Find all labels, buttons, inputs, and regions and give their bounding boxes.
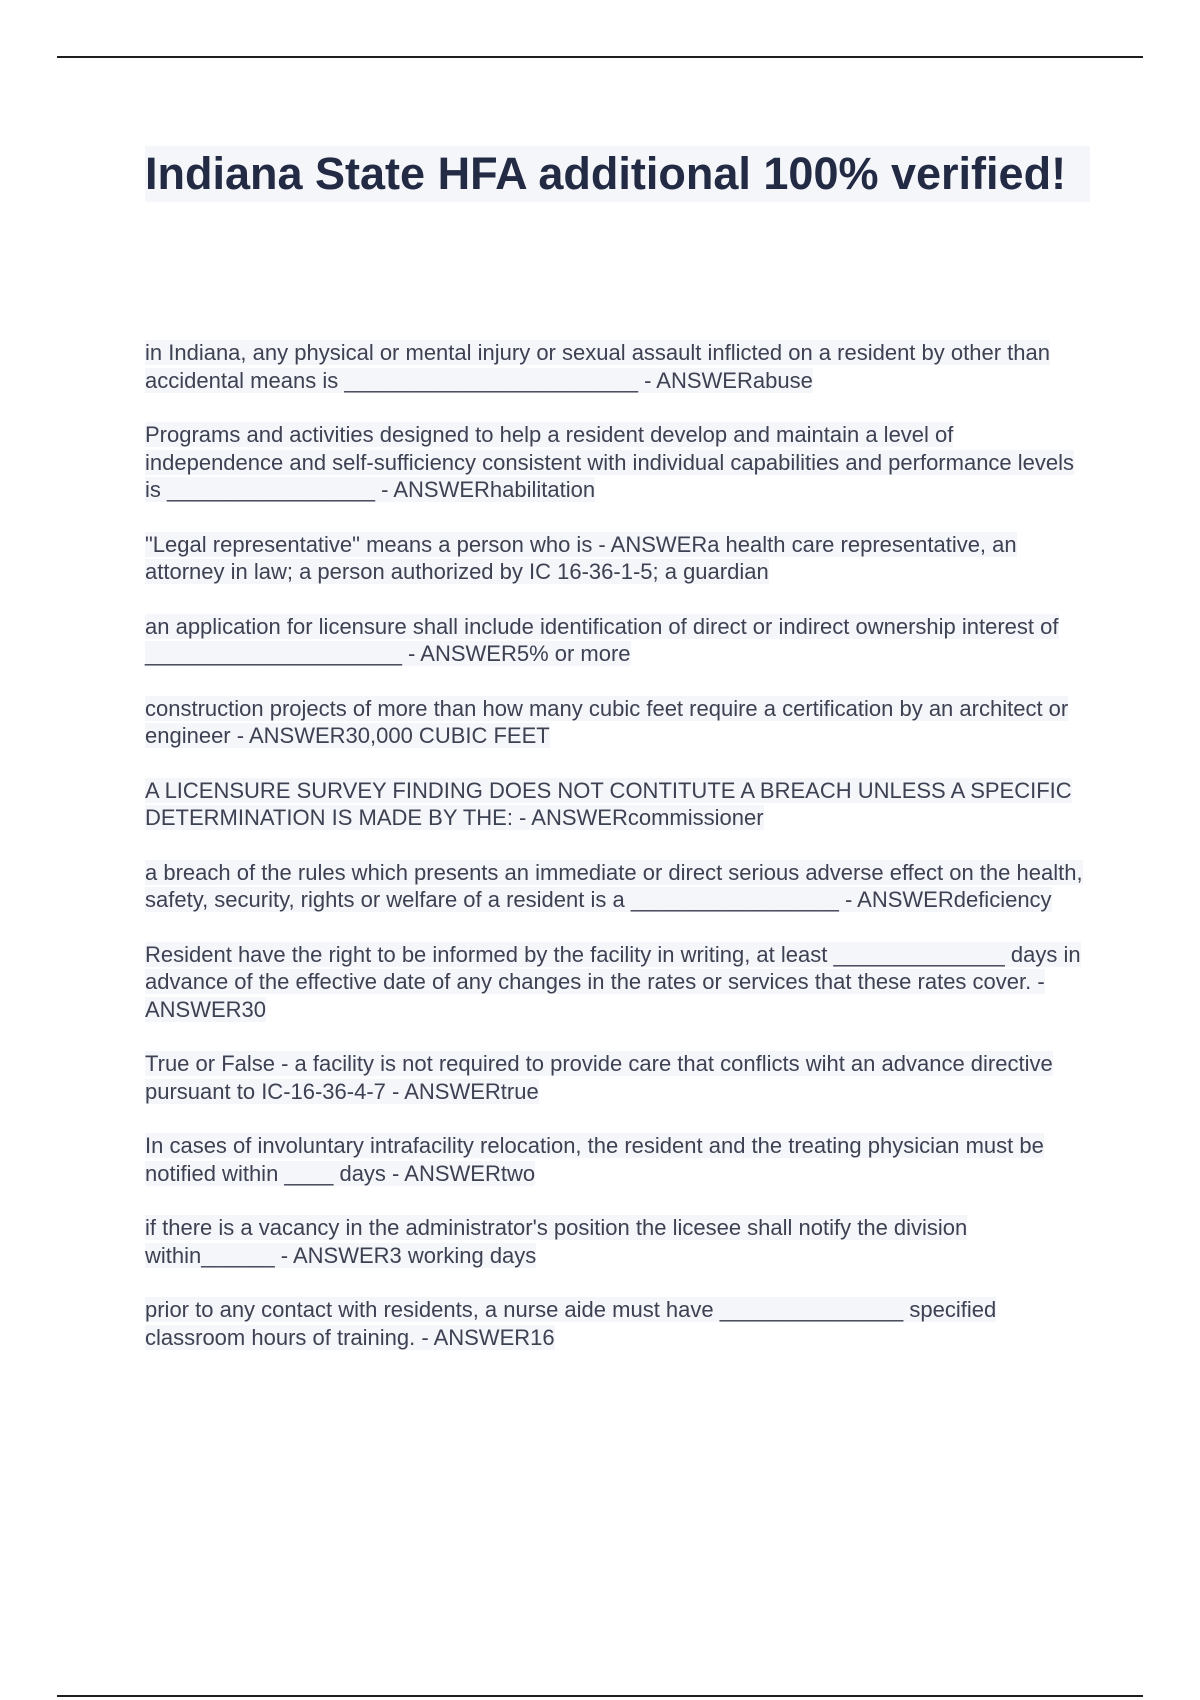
top-rule [57,56,1143,58]
qa-item [145,1296,1090,1351]
qa-text: In cases of involuntary intrafacility relocation, the resident and the treating physician must be notified within ____ days - ANSWERtwo [145,1133,1044,1186]
qa-item [145,1214,1090,1269]
qa-item [145,941,1090,1024]
qa-item [145,695,1090,750]
qa-item [145,339,1090,394]
qa-text: in Indiana, any physical or mental injury or sexual assault inflicted on a resident by other than accidental means is ________________________ - ANSWERabuse [145,340,1050,393]
qa-text: "Legal representative" means a person who is - ANSWERa health care representative, an attorney in law; a person authorized by IC 16-36-1-5; a guardian [145,531,1017,584]
qa-item [145,1132,1090,1187]
qa-text: Resident have the right to be informed by the facility in writing, at least ______________ days in advance of the effective date of any changes in the rates or services that these rates cover. - ANSWER30 [145,941,1081,1022]
page-title: Indiana State HFA additional 100% verified! [145,148,1067,199]
qa-text: A LICENSURE SURVEY FINDING DOES NOT CONTITUTE A BREACH UNLESS A SPECIFIC DETERMINATION IS MADE BY THE: - ANSWERcommissioner [145,777,1072,830]
qa-item [145,613,1090,668]
qa-text: Programs and activities designed to help a resident develop and maintain a level of independence and self-sufficiency consistent with individual capabilities and performance levels is _________________ - ANSWERhabilitation [145,422,1075,502]
qa-text: an application for licensure shall include identification of direct or indirect ownership interest of _____________________ - ANSWER5% or more [145,613,1059,666]
qa-list [145,339,1090,1378]
qa-item [145,1050,1090,1105]
title-block [145,146,1090,202]
qa-text: construction projects of more than how many cubic feet require a certification by an architect or engineer - ANSWER30,000 CUBIC FEET [145,695,1069,748]
qa-item [145,421,1090,504]
qa-text: True or False - a facility is not required to provide care that conflicts wiht an advance directive pursuant to IC-16-36-4-7 - ANSWERtrue [145,1051,1053,1104]
qa-text: if there is a vacancy in the administrator's position the licesee shall notify the division within______ - ANSWER3 working days [145,1215,968,1268]
bottom-rule [57,1695,1143,1697]
qa-item [145,859,1090,914]
qa-item [145,531,1090,586]
qa-text: a breach of the rules which presents an immediate or direct serious adverse effect on the health, safety, security, rights or welfare of a resident is a _________________ - ANSWERdeficiency [145,859,1083,912]
qa-text: prior to any contact with residents, a nurse aide must have _______________ specified classroom hours of training. - ANSWER16 [145,1297,997,1350]
qa-item [145,777,1090,832]
